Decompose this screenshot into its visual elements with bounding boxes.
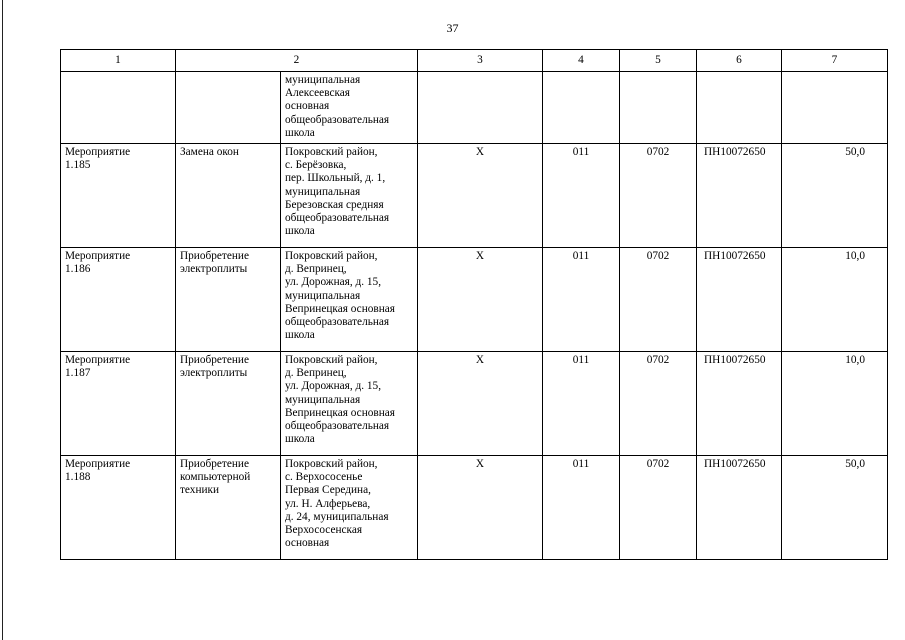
address-cell-line: д. Вепринец,	[285, 263, 347, 276]
address-cell-line: общеобразовательная	[285, 212, 390, 225]
action-cell-line: Приобретение	[180, 458, 249, 470]
section-code-cell	[620, 72, 697, 144]
address-cell-line: пер. Школьный, д. 1,	[285, 172, 386, 185]
address-cell-line: Покровский район,	[285, 458, 378, 470]
address-cell-line: школа	[285, 433, 315, 446]
ministry-code-cell: 011	[543, 144, 620, 248]
measure-cell-line: 1.186	[65, 263, 91, 276]
amount-cell	[782, 72, 888, 144]
budget-table	[60, 49, 888, 560]
address-cell-line: общеобразовательная	[285, 316, 390, 329]
address-cell-line: с. Берёзовка,	[285, 159, 347, 172]
action-cell	[176, 72, 281, 144]
header-cell-7: 7	[782, 50, 888, 72]
action-cell-line: Замена окон	[180, 146, 239, 158]
ministry-code-cell: 011	[543, 352, 620, 456]
address-cell-line: основная	[285, 537, 330, 550]
table-row	[61, 72, 888, 144]
address-cell-line: Покровский район,	[285, 354, 378, 366]
address-cell-line: школа	[285, 329, 315, 342]
address-cell-line: муниципальная	[285, 393, 361, 406]
address-cell-line: муниципальная	[285, 289, 361, 302]
address-cell-line: школа	[285, 126, 315, 139]
address-cell-line: общеобразовательная	[285, 420, 390, 433]
target-code-cell: ПН10072650	[697, 248, 782, 352]
header-cell-5: 5	[620, 50, 697, 72]
address-cell-line: Вепринецкая основная	[285, 406, 395, 419]
address-cell	[281, 248, 418, 352]
header-cell-4: 4	[543, 50, 620, 72]
code-x-cell: Х	[418, 352, 543, 456]
measure-cell-line: Мероприятие	[65, 250, 131, 262]
address-cell-line: муниципальная	[285, 185, 361, 198]
amount-cell: 50,0	[782, 456, 888, 560]
address-cell-line: Вепринецкая основная	[285, 302, 395, 315]
table-row	[61, 144, 888, 248]
table-row	[61, 456, 888, 560]
address-cell-line: школа	[285, 225, 315, 238]
amount-cell: 50,0	[782, 144, 888, 248]
address-cell-line: общеобразовательная	[285, 113, 390, 126]
action-cell-line: Приобретение	[180, 354, 249, 366]
amount-cell: 10,0	[782, 248, 888, 352]
measure-cell-line: Мероприятие	[65, 146, 131, 158]
measure-cell-line: 1.185	[65, 159, 91, 172]
measure-cell	[61, 144, 176, 248]
measure-cell	[61, 456, 176, 560]
section-code-cell: 0702	[620, 456, 697, 560]
measure-cell	[61, 72, 176, 144]
action-cell-line: компьютерной	[180, 471, 251, 484]
action-cell	[176, 248, 281, 352]
address-cell	[281, 456, 418, 560]
address-cell-line: основная	[285, 100, 330, 113]
measure-cell-line: Мероприятие	[65, 354, 131, 366]
header-cell-1: 1	[61, 50, 176, 72]
address-cell	[281, 144, 418, 248]
table-row	[61, 352, 888, 456]
address-cell-line: муниципальная	[285, 74, 361, 86]
address-cell-line: д. 24, муниципальная	[285, 510, 389, 523]
target-code-cell: ПН10072650	[697, 456, 782, 560]
action-cell	[176, 352, 281, 456]
action-cell-line: техники	[180, 484, 220, 497]
address-cell-line: Березовская средняя	[285, 198, 384, 211]
target-code-cell: ПН10072650	[697, 144, 782, 248]
ministry-code-cell: 011	[543, 456, 620, 560]
action-cell	[176, 144, 281, 248]
page-number: 37	[446, 21, 459, 35]
ministry-code-cell: 011	[543, 248, 620, 352]
code-x-cell: Х	[418, 144, 543, 248]
header-cell-6: 6	[697, 50, 782, 72]
measure-cell-line: 1.187	[65, 367, 91, 380]
address-cell	[281, 72, 418, 144]
address-cell-line: Верхососенская	[285, 524, 363, 537]
action-cell-line: электроплиты	[180, 367, 248, 380]
address-cell-line: Покровский район,	[285, 146, 378, 158]
measure-cell-line: 1.188	[65, 471, 91, 484]
header-cell-2: 2	[176, 50, 418, 72]
measure-cell	[61, 248, 176, 352]
ministry-code-cell	[543, 72, 620, 144]
code-x-cell: Х	[418, 456, 543, 560]
action-cell-line: Приобретение	[180, 250, 249, 262]
action-cell	[176, 456, 281, 560]
target-code-cell: ПН10072650	[697, 352, 782, 456]
address-cell	[281, 352, 418, 456]
address-cell-line: Покровский район,	[285, 250, 378, 262]
measure-cell	[61, 352, 176, 456]
code-x-cell: Х	[418, 248, 543, 352]
header-cell-3: 3	[418, 50, 543, 72]
code-x-cell	[418, 72, 543, 144]
section-code-cell: 0702	[620, 352, 697, 456]
address-cell-line: д. Вепринец,	[285, 367, 347, 380]
section-code-cell: 0702	[620, 144, 697, 248]
target-code-cell	[697, 72, 782, 144]
table-row	[61, 248, 888, 352]
section-code-cell: 0702	[620, 248, 697, 352]
amount-cell: 10,0	[782, 352, 888, 456]
action-cell-line: электроплиты	[180, 263, 248, 276]
address-cell-line: с. Верхососенье	[285, 471, 363, 484]
address-cell-line: ул. Дорожная, д. 15,	[285, 380, 382, 393]
header-row	[61, 50, 888, 72]
address-cell-line: Первая Середина,	[285, 484, 371, 497]
measure-cell-line: Мероприятие	[65, 458, 131, 470]
left-margin-rule	[2, 0, 3, 640]
address-cell-line: ул. Дорожная, д. 15,	[285, 276, 382, 289]
address-cell-line: Алексеевская	[285, 87, 351, 100]
address-cell-line: ул. Н. Алферьева,	[285, 497, 371, 510]
